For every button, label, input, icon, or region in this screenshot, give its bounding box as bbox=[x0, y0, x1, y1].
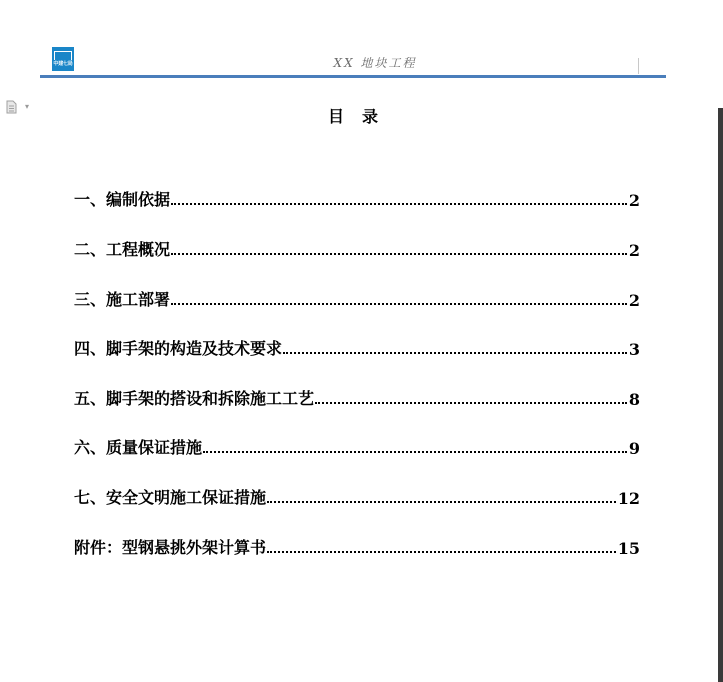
header-rule bbox=[40, 75, 666, 78]
toc-title-char: 录 bbox=[362, 107, 383, 126]
toc-entry[interactable] bbox=[74, 186, 640, 210]
toc-entry-label: 三、施工部署 bbox=[74, 290, 171, 309]
chevron-down-icon[interactable]: ▾ bbox=[25, 102, 30, 111]
toc-entry-page: 9 bbox=[628, 439, 640, 458]
toc-entry-page: 12 bbox=[617, 489, 640, 508]
toc-entry-page: 2 bbox=[628, 291, 640, 310]
toc-entry[interactable] bbox=[74, 236, 640, 260]
toc-leader bbox=[315, 402, 627, 404]
toc-entry-label: 附件：型钢悬挑外架计算书 bbox=[74, 538, 267, 557]
toc-title bbox=[300, 104, 410, 127]
toc-entry-label: 二、工程概况 bbox=[74, 240, 171, 259]
toc-entry[interactable] bbox=[74, 484, 640, 508]
toc-entry-label: 六、质量保证措施 bbox=[74, 438, 203, 457]
toc-entry-label: 七、安全文明施工保证措施 bbox=[74, 488, 267, 507]
toc-entry-page: 2 bbox=[628, 241, 640, 260]
toc-entry-page: 15 bbox=[617, 539, 640, 558]
toc-entry[interactable] bbox=[74, 534, 640, 558]
toc-leader bbox=[267, 501, 616, 503]
toc-entry[interactable] bbox=[74, 385, 640, 409]
logo-text: 中建七局 bbox=[53, 61, 73, 67]
toc-leader bbox=[171, 203, 627, 205]
toc-entry-page: 3 bbox=[628, 340, 640, 359]
company-logo bbox=[52, 47, 74, 71]
header-title: XX 地块工程 bbox=[333, 56, 417, 70]
toc-leader bbox=[203, 451, 627, 453]
header-divider bbox=[638, 58, 639, 74]
toc-entry[interactable] bbox=[74, 335, 640, 359]
toc-leader bbox=[267, 551, 616, 553]
toc-entry-label: 一、编制依据 bbox=[74, 190, 171, 209]
toc-entry-label: 五、脚手架的搭设和拆除施工工艺 bbox=[74, 389, 315, 408]
toc-leader bbox=[283, 352, 627, 354]
toc-leader bbox=[171, 303, 627, 305]
toc-entry-label: 四、脚手架的构造及技术要求 bbox=[74, 339, 283, 358]
toc-title-char: 目 bbox=[327, 107, 348, 126]
toc-leader bbox=[171, 253, 627, 255]
toc-entry-page: 2 bbox=[628, 191, 640, 210]
document-icon[interactable] bbox=[6, 100, 17, 114]
toc-entry-page: 8 bbox=[628, 390, 640, 409]
toc-entry[interactable] bbox=[74, 286, 640, 310]
logo-mark bbox=[54, 51, 72, 60]
toc-entry[interactable] bbox=[74, 434, 640, 458]
scrollbar[interactable] bbox=[718, 108, 723, 682]
